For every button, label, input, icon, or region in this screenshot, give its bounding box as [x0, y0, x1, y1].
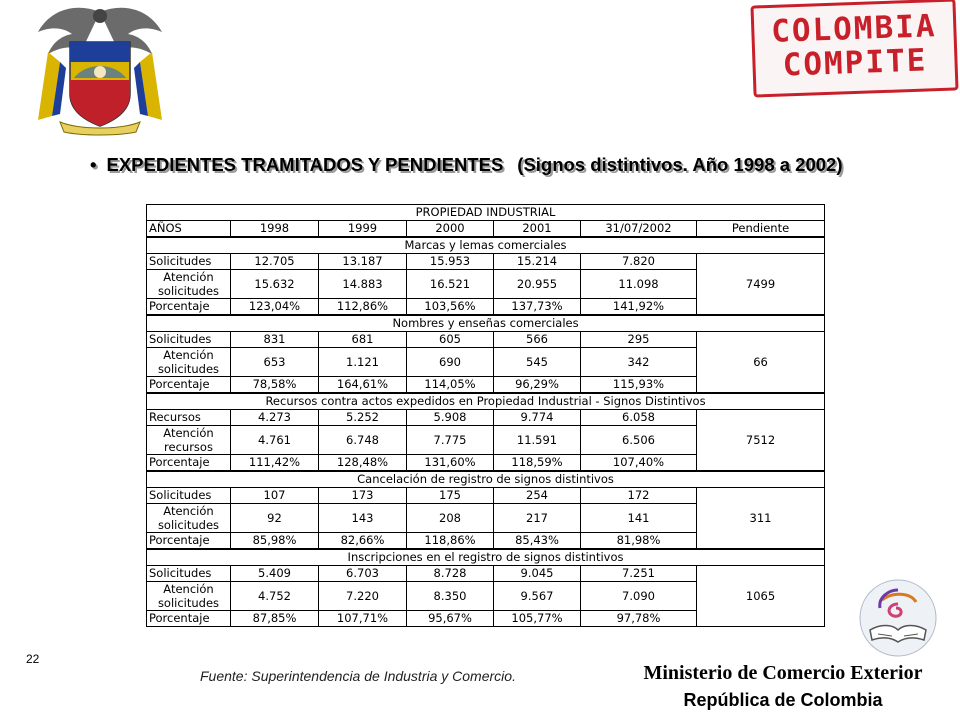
table-column-header-row — [147, 221, 825, 238]
pending-cell: 1065 — [697, 566, 825, 627]
section-title: Cancelación de registro de signos distintivos — [147, 471, 825, 488]
table-cell: 107 — [231, 488, 319, 504]
table-cell: 690 — [407, 348, 494, 377]
row-label: Recursos — [147, 410, 231, 426]
table-cell: 6.058 — [581, 410, 697, 426]
table-cell: 4.752 — [231, 582, 319, 611]
slide-heading — [90, 154, 940, 176]
table-cell: 103,56% — [407, 299, 494, 316]
table-cell: 141,92% — [581, 299, 697, 316]
table-cell: 143 — [319, 504, 407, 533]
table-cell: 85,98% — [231, 533, 319, 550]
table-cell: 175 — [407, 488, 494, 504]
table-cell: 8.728 — [407, 566, 494, 582]
table-cell: 172 — [581, 488, 697, 504]
table-cell: 81,98% — [581, 533, 697, 550]
pending-cell: 7499 — [697, 254, 825, 316]
table-cell: 128,48% — [319, 455, 407, 472]
table-cell: 7.220 — [319, 582, 407, 611]
row-label: Solicitudes — [147, 488, 231, 504]
table-cell: 681 — [319, 332, 407, 348]
table-cell: 105,77% — [494, 611, 581, 627]
table-row — [147, 488, 825, 504]
table-cell: 15.953 — [407, 254, 494, 270]
table-cell: 137,73% — [494, 299, 581, 316]
row-label: Porcentaje — [147, 455, 231, 472]
row-label: Atención solicitudes — [147, 504, 231, 533]
table-cell: 96,29% — [494, 377, 581, 394]
colombia-coat-of-arms-icon — [30, 2, 170, 137]
table-cell: 295 — [581, 332, 697, 348]
country-name: República de Colombia — [683, 690, 883, 710]
row-label: Atención solicitudes — [147, 348, 231, 377]
table-cell: 7.820 — [581, 254, 697, 270]
table-cell: 92 — [231, 504, 319, 533]
column-header: 31/07/2002 — [581, 221, 697, 238]
table-cell: 254 — [494, 488, 581, 504]
column-header: 2000 — [407, 221, 494, 238]
table-cell: 208 — [407, 504, 494, 533]
table-main-header-row — [147, 205, 825, 221]
table-cell: 13.187 — [319, 254, 407, 270]
table-cell: 114,05% — [407, 377, 494, 394]
table-row — [147, 566, 825, 582]
table-cell: 107,40% — [581, 455, 697, 472]
section-title: Marcas y lemas comerciales — [147, 237, 825, 254]
table-cell: 97,78% — [581, 611, 697, 627]
table-cell: 9.567 — [494, 582, 581, 611]
table-cell: 11.098 — [581, 270, 697, 299]
section-title-row — [147, 315, 825, 332]
table-cell: 342 — [581, 348, 697, 377]
table-cell: 6.506 — [581, 426, 697, 455]
table-row — [147, 254, 825, 270]
column-header: 1999 — [319, 221, 407, 238]
table-cell: 14.883 — [319, 270, 407, 299]
table-cell: 5.409 — [231, 566, 319, 582]
table-cell: 85,43% — [494, 533, 581, 550]
table-cell: 6.748 — [319, 426, 407, 455]
table-main-header: PROPIEDAD INDUSTRIAL — [147, 205, 825, 221]
pending-cell: 7512 — [697, 410, 825, 472]
table-cell: 6.703 — [319, 566, 407, 582]
table-cell: 15.632 — [231, 270, 319, 299]
section-title: Recursos contra actos expedidos en Propiedad Industrial - Signos Distintivos — [147, 393, 825, 410]
table-cell: 8.350 — [407, 582, 494, 611]
heading-bullet: • — [90, 154, 97, 175]
table-cell: 15.214 — [494, 254, 581, 270]
column-header: AÑOS — [147, 221, 231, 238]
hands-spiral-logo-icon — [858, 578, 938, 658]
column-header: 1998 — [231, 221, 319, 238]
table-cell: 118,86% — [407, 533, 494, 550]
row-label: Solicitudes — [147, 566, 231, 582]
section-title: Nombres y enseñas comerciales — [147, 315, 825, 332]
table-cell: 131,60% — [407, 455, 494, 472]
table-cell: 9.774 — [494, 410, 581, 426]
table-cell: 831 — [231, 332, 319, 348]
table-cell: 20.955 — [494, 270, 581, 299]
table-cell: 545 — [494, 348, 581, 377]
section-title-row — [147, 393, 825, 410]
row-label: Porcentaje — [147, 611, 231, 627]
table-cell: 7.775 — [407, 426, 494, 455]
table-cell: 87,85% — [231, 611, 319, 627]
table-cell: 111,42% — [231, 455, 319, 472]
table-cell: 7.090 — [581, 582, 697, 611]
section-title-row — [147, 237, 825, 254]
column-header: Pendiente — [697, 221, 825, 238]
row-label: Porcentaje — [147, 299, 231, 316]
stamp-line-1: COLOMBIA — [770, 8, 938, 50]
row-label: Porcentaje — [147, 377, 231, 394]
table-cell: 9.045 — [494, 566, 581, 582]
row-label: Porcentaje — [147, 533, 231, 550]
table-row — [147, 332, 825, 348]
table-cell: 4.273 — [231, 410, 319, 426]
table-cell: 95,67% — [407, 611, 494, 627]
table-cell: 112,86% — [319, 299, 407, 316]
table-cell: 164,61% — [319, 377, 407, 394]
table-cell: 653 — [231, 348, 319, 377]
heading-title: EXPEDIENTES TRAMITADOS Y PENDIENTES — [106, 154, 504, 175]
row-label: Solicitudes — [147, 254, 231, 270]
pending-cell: 66 — [697, 332, 825, 394]
table-cell: 11.591 — [494, 426, 581, 455]
section-title-row — [147, 471, 825, 488]
table-cell: 1.121 — [319, 348, 407, 377]
pending-cell: 311 — [697, 488, 825, 550]
table-cell: 7.251 — [581, 566, 697, 582]
stamp-line-2: COMPITE — [782, 42, 928, 84]
table-cell: 217 — [494, 504, 581, 533]
section-title: Inscripciones en el registro de signos distintivos — [147, 549, 825, 566]
table-cell: 82,66% — [319, 533, 407, 550]
table-cell: 123,04% — [231, 299, 319, 316]
table-row — [147, 410, 825, 426]
table-cell: 141 — [581, 504, 697, 533]
table-cell: 78,58% — [231, 377, 319, 394]
column-header: 2001 — [494, 221, 581, 238]
source-note: Fuente: Superintendencia de Industria y Comercio. — [200, 668, 516, 684]
table-cell: 118,59% — [494, 455, 581, 472]
row-label: Solicitudes — [147, 332, 231, 348]
row-label: Atención solicitudes — [147, 582, 231, 611]
table-cell: 4.761 — [231, 426, 319, 455]
table-cell: 115,93% — [581, 377, 697, 394]
row-label: Atención recursos — [147, 426, 231, 455]
table-cell: 16.521 — [407, 270, 494, 299]
table-cell: 12.705 — [231, 254, 319, 270]
heading-subtitle: (Signos distintivos. Año 1998 a 2002) — [517, 154, 843, 175]
table-cell: 605 — [407, 332, 494, 348]
ministry-name: Ministerio de Comercio Exterior — [643, 662, 923, 684]
row-label: Atención solicitudes — [147, 270, 231, 299]
industrial-property-table — [146, 204, 825, 627]
colombia-compite-stamp-icon — [752, 2, 957, 94]
page-number: 22 — [26, 652, 40, 666]
table-cell: 5.252 — [319, 410, 407, 426]
table-cell: 107,71% — [319, 611, 407, 627]
table-cell: 173 — [319, 488, 407, 504]
section-title-row — [147, 549, 825, 566]
table-cell: 566 — [494, 332, 581, 348]
table-cell: 5.908 — [407, 410, 494, 426]
